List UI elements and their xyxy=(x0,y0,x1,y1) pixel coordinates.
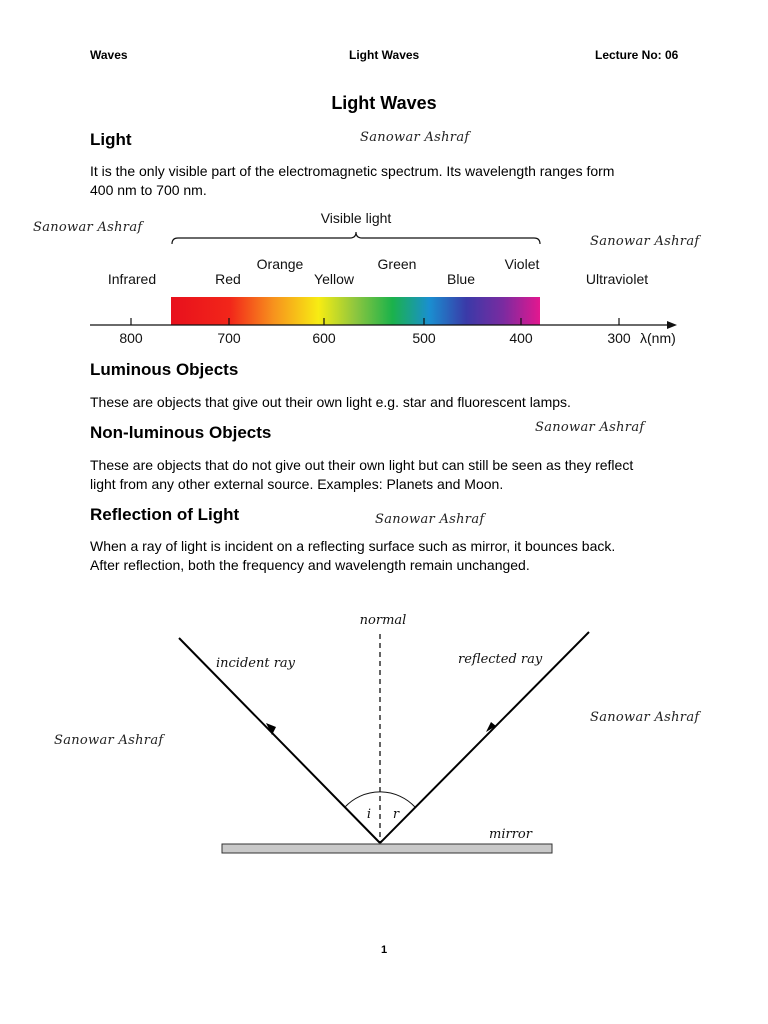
light-paragraph xyxy=(90,162,690,200)
non-luminous-line-1: These are objects that do not give out their own light but can still be seen as they reflect xyxy=(90,457,634,473)
header-center: Light Waves xyxy=(349,48,420,62)
heading-luminous: Luminous Objects xyxy=(90,360,239,379)
color-label-red: Red xyxy=(215,271,241,287)
light-line-2: 400 nm to 700 nm. xyxy=(90,182,207,198)
header-left: Waves xyxy=(90,48,128,62)
mirror-surface xyxy=(222,844,552,853)
non-luminous-line-2: light from any other external source. Examples: Planets and Moon. xyxy=(90,476,504,492)
axis-unit-label: λ(nm) xyxy=(640,330,676,346)
tick-label-300: 300 xyxy=(607,330,631,346)
tick-label-800: 800 xyxy=(119,330,143,346)
tick-label-500: 500 xyxy=(412,330,436,346)
tick-label-700: 700 xyxy=(217,330,241,346)
luminous-paragraph xyxy=(90,393,690,412)
light-line-1: It is the only visible part of the electromagnetic spectrum. Its wavelength ranges form xyxy=(90,163,615,179)
color-label-green: Green xyxy=(377,256,417,272)
color-label-blue: Blue xyxy=(446,271,476,287)
page-title: Light Waves xyxy=(331,93,437,113)
reflection-diagram xyxy=(0,600,768,860)
page-number: 1 xyxy=(380,944,388,956)
reflection-paragraph xyxy=(90,537,690,575)
ultraviolet-label: Ultraviolet xyxy=(585,271,649,287)
axis-arrow xyxy=(667,321,677,329)
watermark: Sanowar Ashraf xyxy=(375,512,485,527)
color-label-orange: Orange xyxy=(256,256,304,272)
non-luminous-paragraph xyxy=(90,456,690,494)
watermark: Sanowar Ashraf xyxy=(535,420,645,435)
reflection-line-1: When a ray of light is incident on a reflecting surface such as mirror, it bounces back. xyxy=(90,538,616,554)
infrared-label: Infrared xyxy=(107,271,157,287)
visible-light-label: Visible light xyxy=(320,210,392,226)
angle-i-label: i xyxy=(366,807,372,822)
mirror-label: mirror xyxy=(489,827,532,842)
watermark: Sanowar Ashraf xyxy=(360,130,470,145)
watermark: Sanowar Ashraf xyxy=(54,733,164,748)
tick-label-600: 600 xyxy=(312,330,336,346)
reflected-ray-label: reflected ray xyxy=(458,652,543,667)
heading-reflection: Reflection of Light xyxy=(90,505,240,524)
heading-non-luminous: Non-luminous Objects xyxy=(90,423,272,442)
visible-spectrum-band xyxy=(171,297,540,325)
watermark: Sanowar Ashraf xyxy=(33,220,143,235)
angle-r-label: r xyxy=(392,807,400,822)
header-right: Lecture No: 06 xyxy=(595,48,679,62)
heading-light: Light xyxy=(90,130,132,149)
incident-ray-label: incident ray xyxy=(216,656,296,671)
spectrum-diagram xyxy=(0,200,768,360)
watermark: Sanowar Ashraf xyxy=(590,234,700,249)
watermark: Sanowar Ashraf xyxy=(590,710,700,725)
color-label-yellow: Yellow xyxy=(314,271,354,287)
reflection-line-2: After reflection, both the frequency and wavelength remain unchanged. xyxy=(90,557,530,573)
luminous-line-1: These are objects that give out their own light e.g. star and fluorescent lamps. xyxy=(90,394,571,410)
normal-label: normal xyxy=(359,613,407,628)
tick-label-400: 400 xyxy=(509,330,533,346)
color-label-violet: Violet xyxy=(504,256,540,272)
visible-light-brace xyxy=(172,232,540,244)
